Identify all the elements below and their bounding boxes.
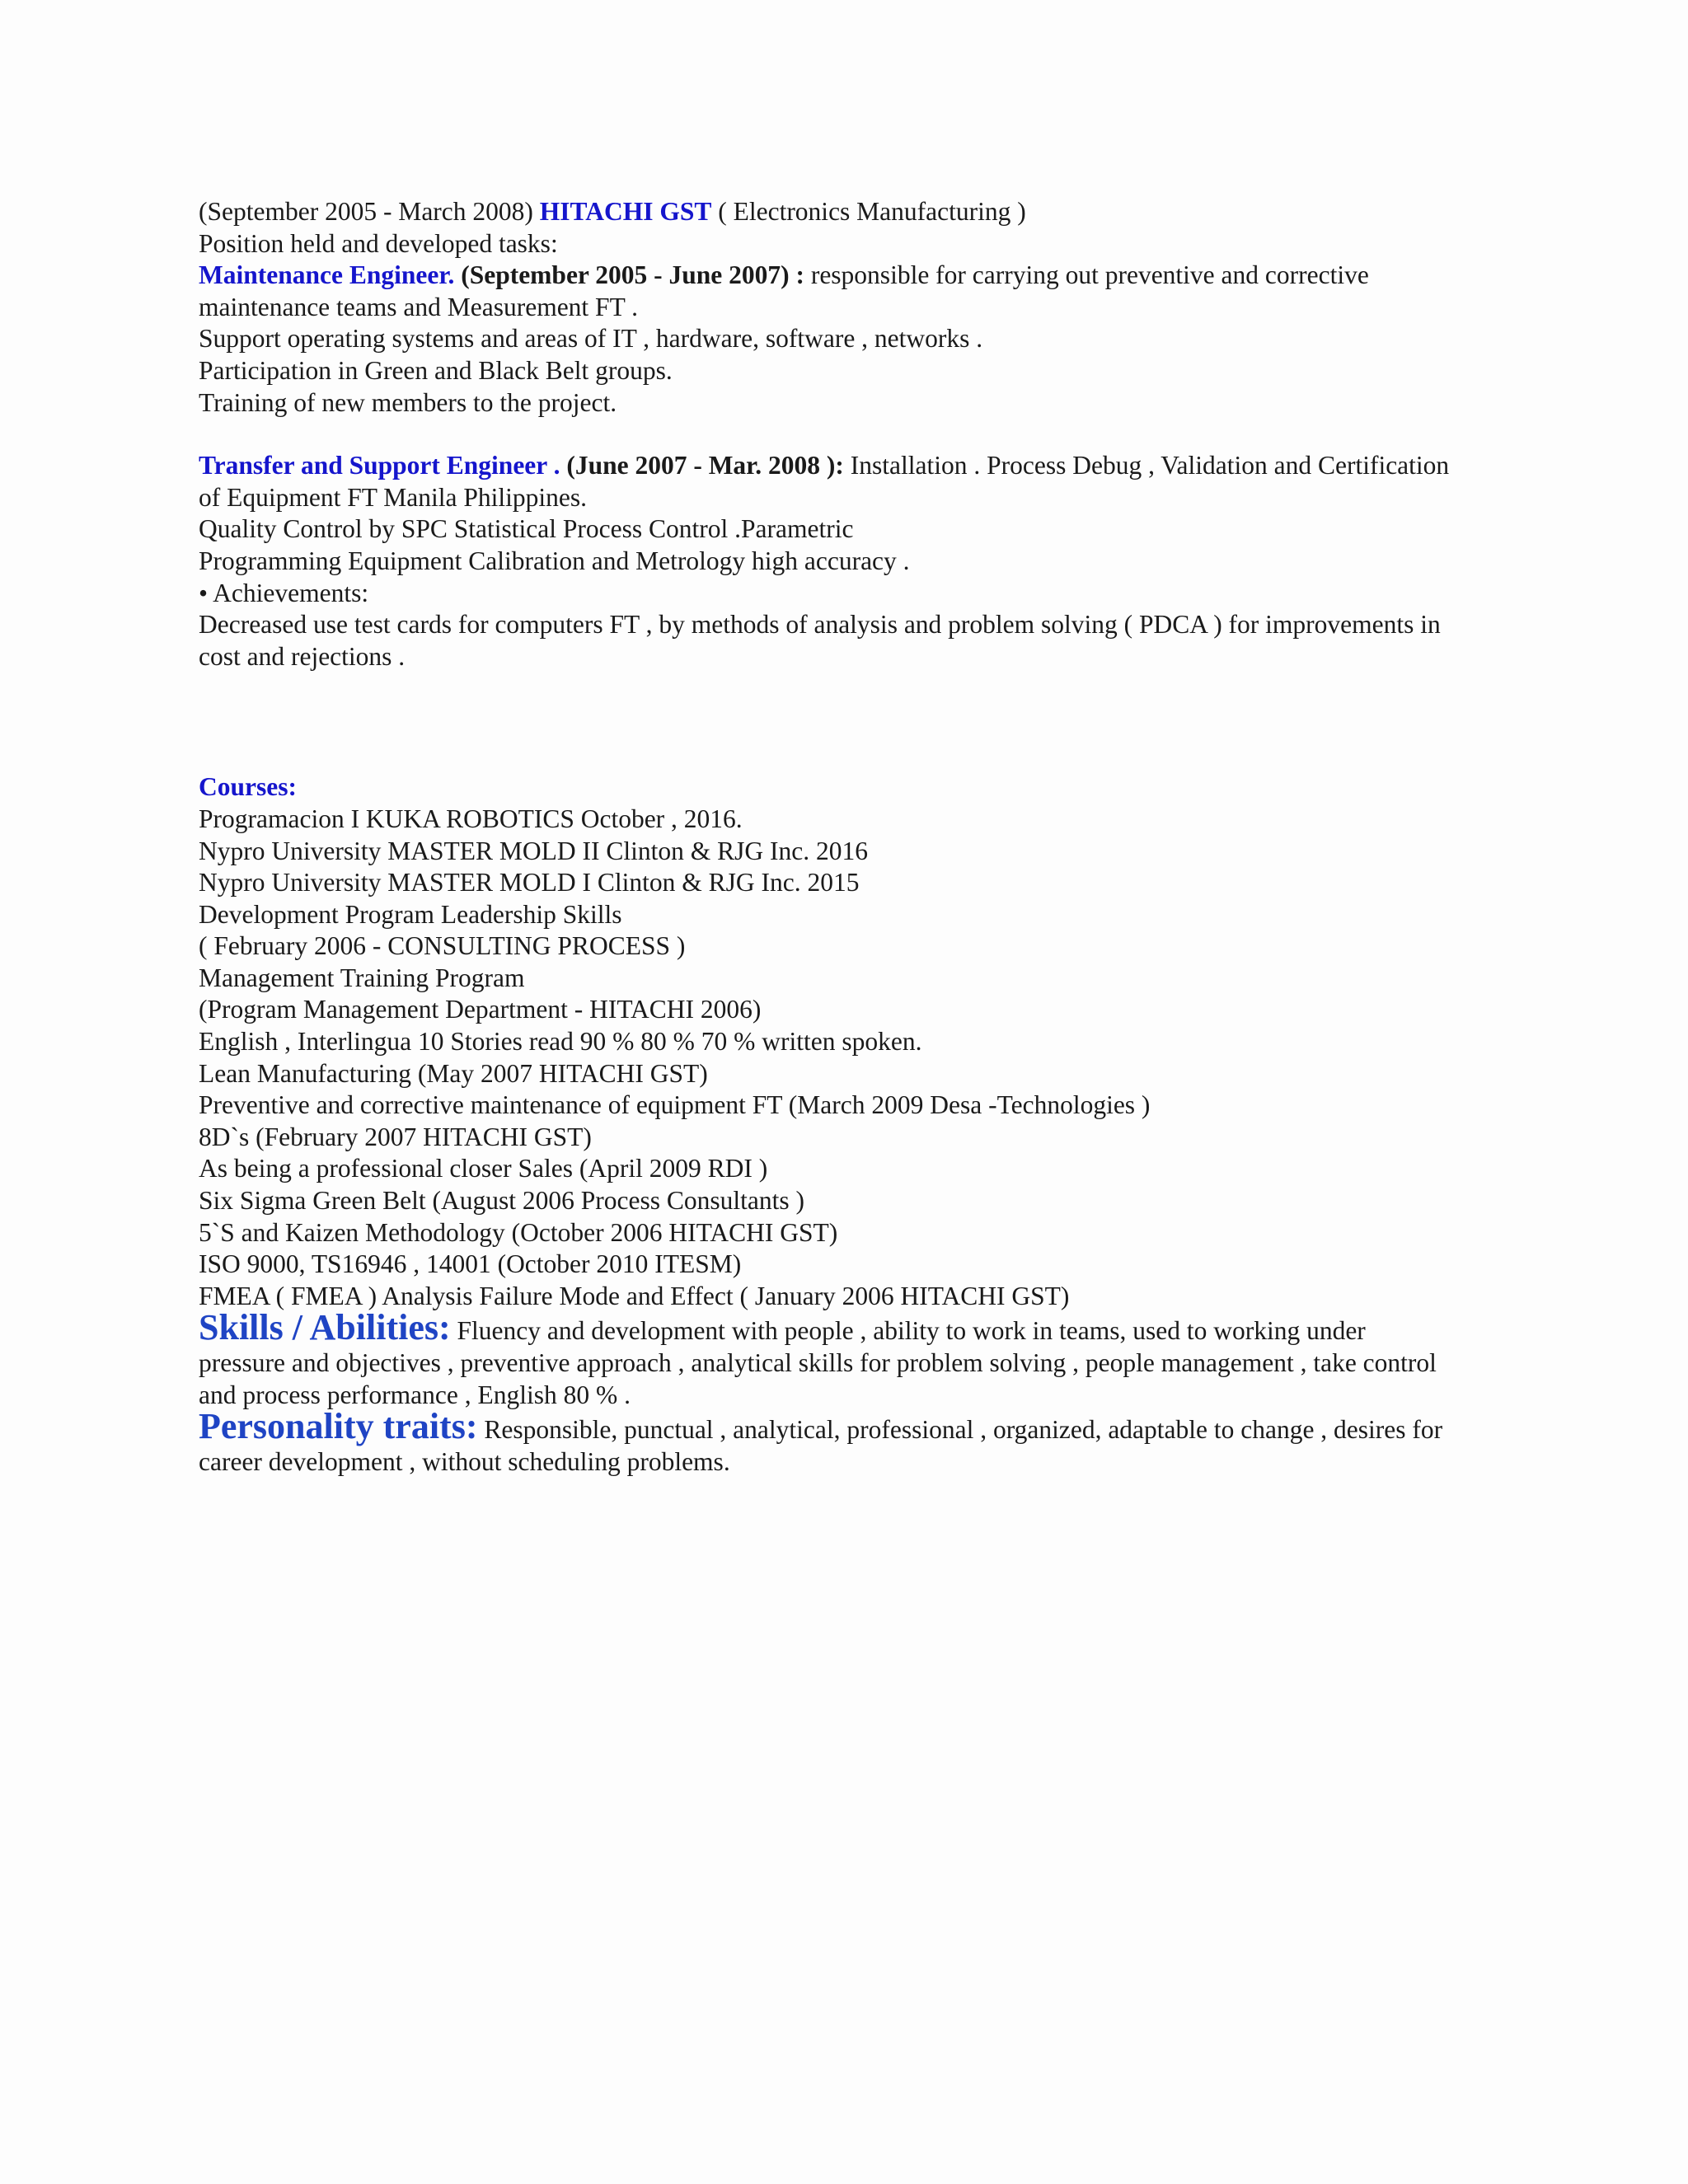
personality-text: Responsible, punctual , analytical, professional , organized, adaptable to change , desires for career development , without scheduling problems. (199, 1415, 1443, 1476)
course-item: Preventive and corrective maintenance of equipment FT (March 2009 Desa -Technologies ) (199, 1090, 1151, 1120)
course-item: 5`S and Kaizen Methodology (October 2006 HITACHI GST) (199, 1217, 838, 1247)
hitachi-industry: ( Electronics Manufacturing ) (718, 197, 1026, 226)
course-item: (Program Management Department - HITACHI 2006) (199, 995, 762, 1024)
course-item: English , Interlingua 10 Stories read 90 % 80 % 70 % written spoken. (199, 1027, 922, 1057)
maintenance-line: Support operating systems and areas of IT , hardware, software , networks . (199, 324, 983, 354)
course-item: Management Training Program (199, 963, 525, 992)
maintenance-period: (September 2005 - June 2007) : (461, 260, 804, 290)
transfer-title: Transfer and Support Engineer . (199, 451, 560, 480)
course-item: Six Sigma Green Belt (August 2006 Process Consultants ) (199, 1186, 804, 1216)
transfer-line: Programming Equipment Calibration and Metrology high accuracy . (199, 546, 910, 575)
transfer-desc: Installation . Process Debug , Validation and Certification of Equipment FT Manila Philippines. (199, 451, 1450, 512)
personality-section (199, 1406, 1451, 1478)
course-item: ISO 9000, TS16946 , 14001 (October 2010 ITESM) (199, 1249, 742, 1279)
course-item: FMEA ( FMEA ) Analysis Failure Mode and Effect ( January 2006 HITACHI GST) (199, 1281, 1070, 1310)
course-item: Nypro University MASTER MOLD II Clinton & RJG Inc. 2016 (199, 836, 868, 865)
hitachi-header-line (199, 196, 1451, 228)
course-item: Nypro University MASTER MOLD I Clinton & RJG Inc. 2015 (199, 868, 860, 898)
course-item: Development Program Leadership Skills (199, 899, 622, 929)
achievements-label: • Achievements: (199, 578, 369, 607)
skills-heading: Skills / Abilities: (199, 1307, 451, 1348)
transfer-entry (199, 450, 1451, 513)
hitachi-date-range: (September 2005 - March 2008) (199, 197, 533, 226)
course-item: As being a professional closer Sales (April 2009 RDI ) (199, 1154, 768, 1183)
courses-heading: Courses: (199, 772, 297, 802)
transfer-line: Quality Control by SPC Statistical Process Control .Parametric (199, 514, 854, 544)
maintenance-line: Training of new members to the project. (199, 387, 617, 417)
courses-list (199, 804, 1451, 1313)
spacer (199, 419, 1451, 450)
course-item: Lean Manufacturing (May 2007 HITACHI GST) (199, 1058, 708, 1088)
hitachi-company: HITACHI GST (539, 197, 712, 226)
transfer-period: (June 2007 - Mar. 2008 ): (566, 451, 844, 480)
skills-section (199, 1307, 1451, 1411)
maintenance-entry (199, 260, 1451, 323)
position-intro: Position held and developed tasks: (199, 228, 558, 258)
resume-content (199, 196, 1451, 1478)
course-item: ( February 2006 - CONSULTING PROCESS ) (199, 931, 686, 961)
maintenance-desc: responsible for carrying out preventive and corrective maintenance teams and Measurement FT . (199, 260, 1369, 321)
maintenance-title: Maintenance Engineer. (199, 260, 455, 290)
spacer (199, 673, 1451, 771)
course-item: Programacion I KUKA ROBOTICS October , 2016. (199, 804, 743, 833)
skills-text: Fluency and development with people , ability to work in teams, used to working under pressure and objectives , preventive approach , analytical skills for problem solving , people management , take control and process performance , English 80 % . (199, 1316, 1437, 1409)
course-item: 8D`s (February 2007 HITACHI GST) (199, 1122, 592, 1151)
achievement-text: Decreased use test cards for computers FT , by methods of analysis and problem solving ( PDCA ) for improvements in cost and rejections . (199, 610, 1441, 671)
personality-heading: Personality traits: (199, 1406, 478, 1447)
maintenance-line: Participation in Green and Black Belt groups. (199, 355, 673, 385)
